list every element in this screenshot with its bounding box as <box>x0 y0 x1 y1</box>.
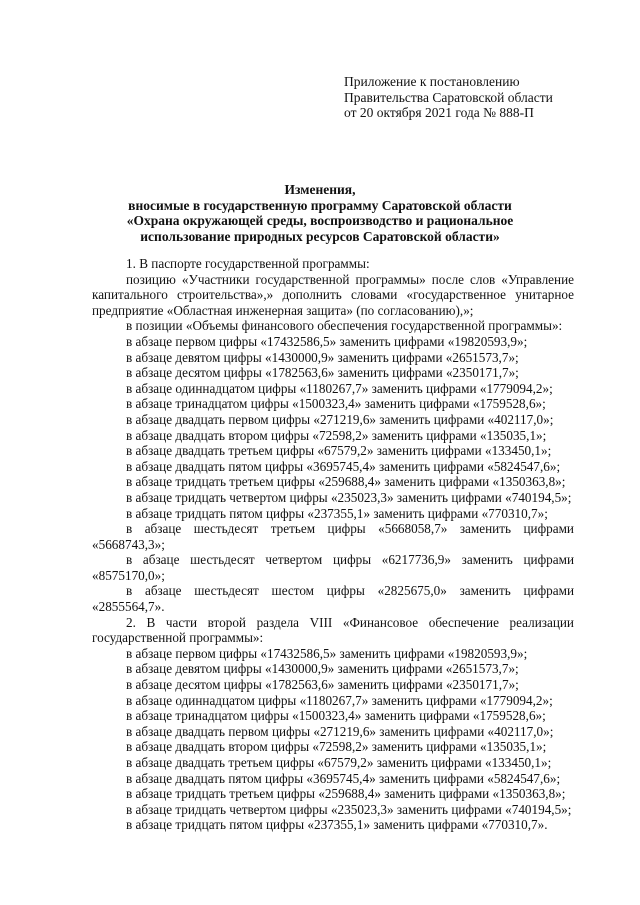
list-item: в абзаце тринадцатом цифры «1500323,4» заменить цифрами «1759528,6»; <box>126 708 546 724</box>
list-item: в абзаце тридцать четвертом цифры «235023,3» заменить цифрами «740194,5»; <box>126 801 572 817</box>
list-item: в абзаце тридцать третьем цифры «259688,4» заменить цифрами «1350363,8»; <box>126 786 566 802</box>
list-item: в абзаце первом цифры «17432586,5» заменить цифрами «19820593,9»; <box>126 645 528 661</box>
section-1-paragraph: в абзаце шестьдесят шестом цифры «2825675,0» заменить цифрами «2855564,7». <box>92 583 574 615</box>
section-1-paragraph: в позиции «Объемы финансового обеспечения государственной программы»: <box>126 318 563 334</box>
list-item: в абзаце тринадцатом цифры «1500323,4» заменить цифрами «1759528,6»; <box>126 396 546 412</box>
title-line: вносимые в государственную программу Саратовской области <box>128 197 512 213</box>
list-item: в абзаце девятом цифры «1430000,9» заменить цифрами «2651573,7»; <box>126 349 519 365</box>
section-1-paragraph: в абзаце шестьдесят четвертом цифры «6217736,9» заменить цифрами «8575170,0»; <box>92 552 574 583</box>
title-line: использование природных ресурсов Саратовской области» <box>140 228 500 244</box>
list-item: в абзаце тридцать пятом цифры «237355,1» заменить цифрами «770310,7»; <box>126 505 548 521</box>
section-1-paragraph: в абзаце шестьдесят третьем цифры «5668058,7» заменить цифрами «5668743,3»; <box>92 521 574 552</box>
list-item: в абзаце двадцать первом цифры «271219,6» заменить цифрами «402117,0»; <box>126 411 554 427</box>
section-2-list <box>92 646 574 833</box>
header-line: Приложение к постановлению <box>344 74 520 89</box>
list-item: в абзаце тридцать четвертом цифры «235023,3» заменить цифрами «740194,5»; <box>126 489 572 505</box>
document-header <box>344 74 584 121</box>
list-item: в абзаце одиннадцатом цифры «1180267,7» заменить цифрами «1779094,2»; <box>126 380 553 396</box>
list-item: в абзаце десятом цифры «1782563,6» заменить цифрами «2350171,7»; <box>126 677 519 693</box>
list-item: в абзаце тридцать пятом цифры «237355,1» заменить цифрами «770310,7». <box>126 817 548 833</box>
title-line: «Охрана окружающей среды, воспроизводство и рациональное <box>126 213 514 229</box>
header-line: от 20 октября 2021 года № 888-П <box>344 105 534 121</box>
document-body <box>92 256 574 833</box>
list-item: в абзаце двадцать втором цифры «72598,2» заменить цифрами «135035,1»; <box>126 739 547 755</box>
list-item: в абзаце двадцать пятом цифры «3695745,4» заменить цифрами «5824547,6»; <box>126 770 561 786</box>
list-item: в абзаце двадцать третьем цифры «67579,2» заменить цифрами «133450,1»; <box>126 443 552 459</box>
document-title <box>0 182 640 244</box>
section-1-list <box>92 334 574 521</box>
list-item: в абзаце девятом цифры «1430000,9» заменить цифрами «2651573,7»; <box>126 661 519 677</box>
title-line: Изменения, <box>284 182 356 197</box>
list-item: в абзаце двадцать первом цифры «271219,6» заменить цифрами «402117,0»; <box>126 723 554 739</box>
list-item: в абзаце одиннадцатом цифры «1180267,7» заменить цифрами «1779094,2»; <box>126 692 553 708</box>
list-item: в абзаце двадцать втором цифры «72598,2» заменить цифрами «135035,1»; <box>126 427 547 443</box>
header-line: Правительства Саратовской области <box>344 89 553 105</box>
list-item: в абзаце десятом цифры «1782563,6» заменить цифрами «2350171,7»; <box>126 365 519 381</box>
section-2-heading: 2. В части второй раздела VIII «Финансовое обеспечение реализации государственной программы»: <box>92 614 574 646</box>
list-item: в абзаце двадцать пятом цифры «3695745,4» заменить цифрами «5824547,6»; <box>126 458 561 474</box>
list-item: в абзаце первом цифры «17432586,5» заменить цифрами «19820593,9»; <box>126 333 528 349</box>
list-item: в абзаце тридцать третьем цифры «259688,4» заменить цифрами «1350363,8»; <box>126 474 566 490</box>
section-1-paragraph: позицию «Участники государственной программы» после слов «Управление капитального строительства»,» дополнить словами «государственное унитарное предприятие «Областная инженерная защита» (по согласованию),»; <box>92 271 574 318</box>
list-item: в абзаце двадцать третьем цифры «67579,2» заменить цифрами «133450,1»; <box>126 755 552 770</box>
section-1-heading: 1. В паспорте государственной программы: <box>126 256 370 271</box>
